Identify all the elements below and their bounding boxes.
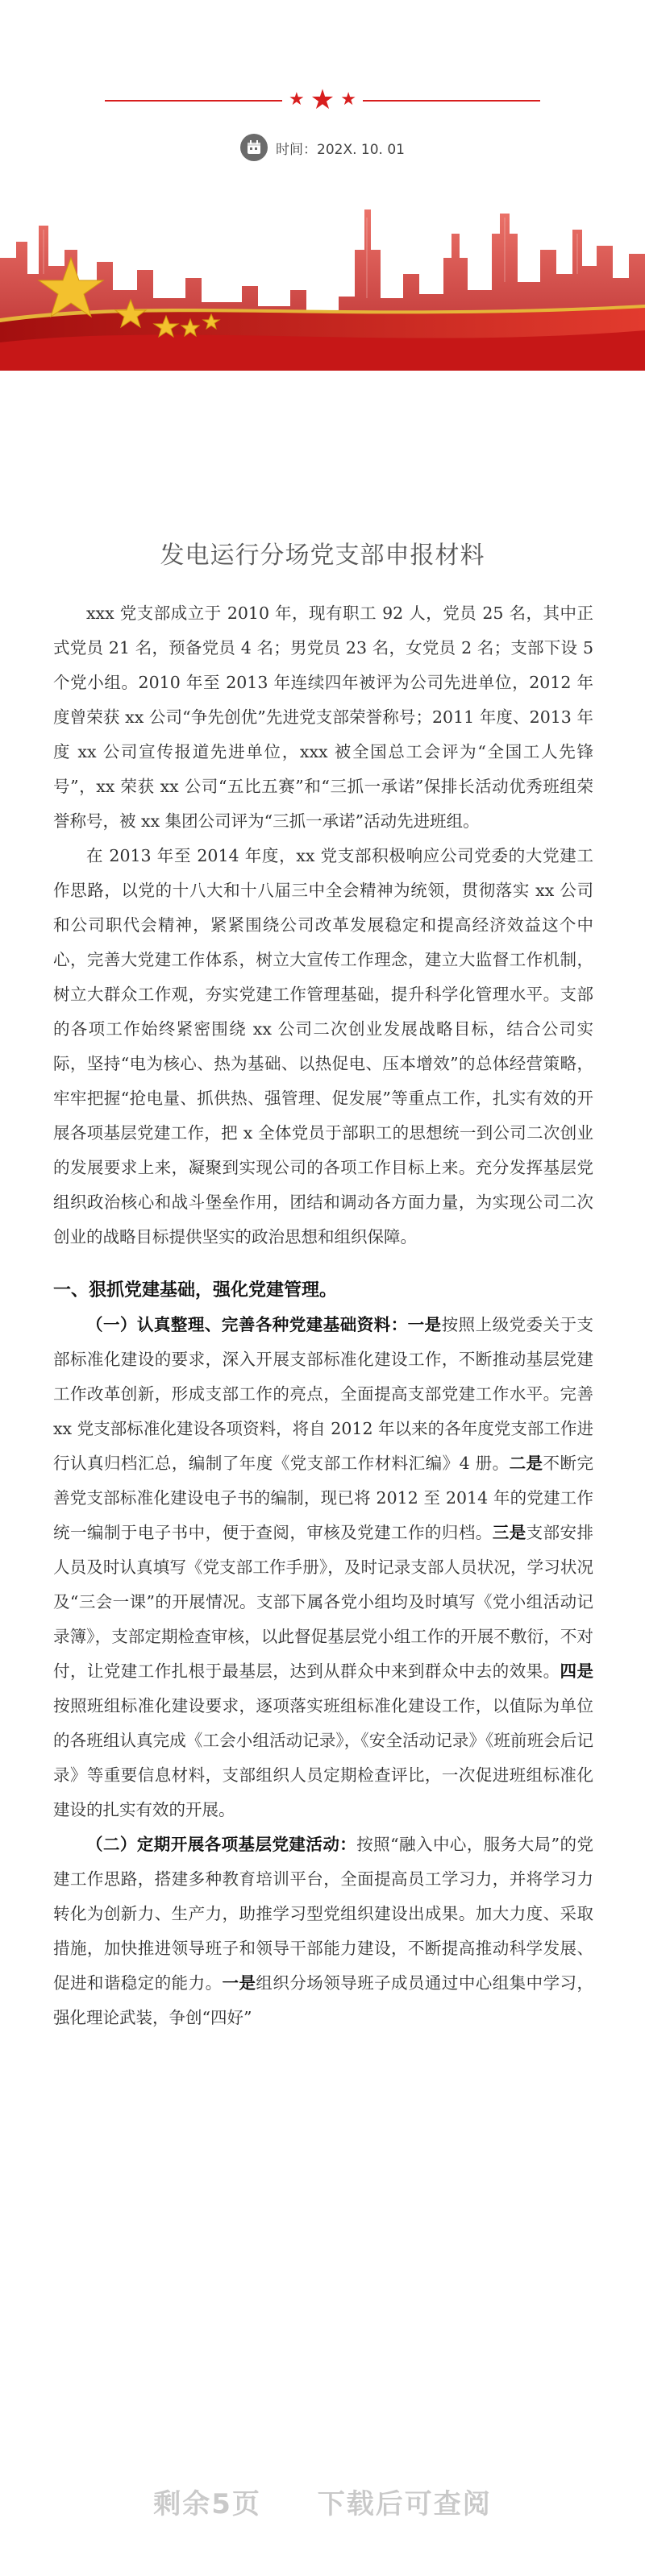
document-body bbox=[53, 596, 593, 1255]
point-lead: 三是 bbox=[492, 1523, 526, 1542]
header-stars bbox=[289, 85, 356, 114]
point-text: 不断完善党支部标准化建设电子书的编制，现已将 2012 至 2014 年的党建工作统一编制于电子书中，便于查阅，审核及党建工作的归档。 bbox=[53, 1454, 594, 1542]
point-text: 支部安排人员及时认真填写《党支部工作手册》，及时记录支部人员状况，学习状况及“三会一课”的开展情况。支部下属各党小组均及时填写《党小组活动记录簿》，支部定期检查审核，以此督促基层党小组工作的开展不敷衍，不对付，让党建工作扎根于最基层，达到从群众中来到群众中去的效果。 bbox=[53, 1523, 594, 1681]
subsection-one-paragraph bbox=[53, 1308, 593, 1827]
section-one bbox=[53, 1273, 593, 2035]
point-text: 按照“融入中心，服务大局”的党建工作思路，搭建多种教育培训平台，全面提高员工学习力，并将学习力转化为创新力、生产力，助推学习型党组织建设出成果。加大力度、采取措施，加快推进领导班子和领导干部能力建设，不断提高推动科学发展、促进和谐稳定的能力。 bbox=[53, 1835, 593, 1993]
star-icon: ★ bbox=[340, 89, 356, 110]
skyline-banner bbox=[0, 201, 645, 371]
time-label: 时间：202X. 10. 01 bbox=[276, 141, 405, 158]
point-text: 按照班组标准化建设要求，逐项落实班组标准化建设工作，以值际为单位的各班组认真完成《工会小组活动记录》，《安全活动记录》《班前班会后记录》等重要信息材料，支部组织人员定期检查评比，一次促进班组标准化建设的扎实有效的开展。 bbox=[53, 1696, 593, 1819]
point-lead: 一是 bbox=[222, 1973, 256, 1993]
star-icon: ★ bbox=[289, 89, 305, 110]
paragraph-overview: 在 2013 年至 2014 年度，xx 党支部积极响应公司党委的大党建工作思路，以党的十八大和十八届三中全会精神为统领，贯彻落实 xx 公司和公司职代会精神，紧紧围绕公司改革发展稳定和提高经济效益这个中心，完善大党建工作体系，树立大宣传工作理念，建立大监督工作机制，树立大群众工作观，夯实党建工作管理基础，提升科学化管理水平。支部的各项工作始终紧密围绕 xx 公司二次创业发展战略目标，结合公司实际，坚持“电为核心、热为基础、以热促电、压本增效”的总体经营策略，牢牢把握“抢电量、抓供热、强管理、促发展”等重点工作，扎实有效的开展各项基层党建工作，把 x 全体党员于部职工的思想统一到公司二次创业的发展要求上来，凝聚到实现公司的各项工作目标上来。充分发挥基层党组织政治核心和战斗堡垒作用，团结和调动各方面力量，为实现公司二次创业的战略目标提供坚实的政治思想和组织保障。 bbox=[53, 846, 593, 1247]
preview-limit-notice[interactable] bbox=[0, 2482, 645, 2521]
subsection-heading: （一）认真整理、完善各种党建基础资料： bbox=[86, 1315, 408, 1334]
download-to-view-label[interactable]: 下载后可查阅 bbox=[317, 2488, 492, 2520]
point-text: 按照上级党委关于支部标准化建设的要求，深入开展支部标准化建设工作，不断推动基层党建工作改革创新，形成支部工作的亮点，全面提高支部党建工作水平。完善 xx 党支部标准化建设各项资料，将自 2012 年以来的各年度党支部工作进行认真归档汇总，编制了年度《党支部工作材料汇编》4 册。 bbox=[53, 1315, 594, 1473]
document-title: 发电运行分场党支部申报材料 bbox=[160, 541, 485, 570]
point-lead: 四是 bbox=[560, 1661, 593, 1681]
header-rule-left bbox=[105, 100, 282, 102]
point-text: 组织分场领导班子成员通过中心组集中学习，强化理论武装，争创“四好” bbox=[53, 1973, 594, 2027]
paragraph-intro: xxx 党支部成立于 2010 年，现有职工 92 人，党员 25 名，其中正式党员 21 名，预备党员 4 名；男党员 23 名，女党员 2 名；支部下设 5 个党小组。2010 年至 2013 年连续四年被评为公司先进单位，2012 年度曾荣获 xx 公司“争先创优”先进党支部荣誉称号；2011 年度、2013 年度 xx 公司宣传报道先进单位，xxx 被全国总工会评为“全国工人先锋号”，xx 荣获 xx 公司“五比五赛”和“三抓一承诺”保排长活动优秀班组荣誉称号，被 xx 集团公司评为“三抓一承诺”活动先进班组。 bbox=[53, 604, 593, 831]
calendar-icon bbox=[240, 134, 268, 161]
subsection-heading: （二）定期开展各项基层党建活动： bbox=[86, 1835, 357, 1854]
point-lead: 二是 bbox=[509, 1454, 543, 1473]
publish-time bbox=[0, 134, 645, 161]
section-heading: 一、狠抓党建基础，强化党建管理。 bbox=[53, 1280, 338, 1300]
star-icon: ★ bbox=[310, 84, 335, 116]
subsection-two-paragraph bbox=[53, 1827, 593, 2035]
header-rule-right bbox=[363, 100, 540, 102]
point-lead: 一是 bbox=[407, 1315, 442, 1334]
remaining-pages-label: 剩余5页 bbox=[153, 2488, 261, 2520]
